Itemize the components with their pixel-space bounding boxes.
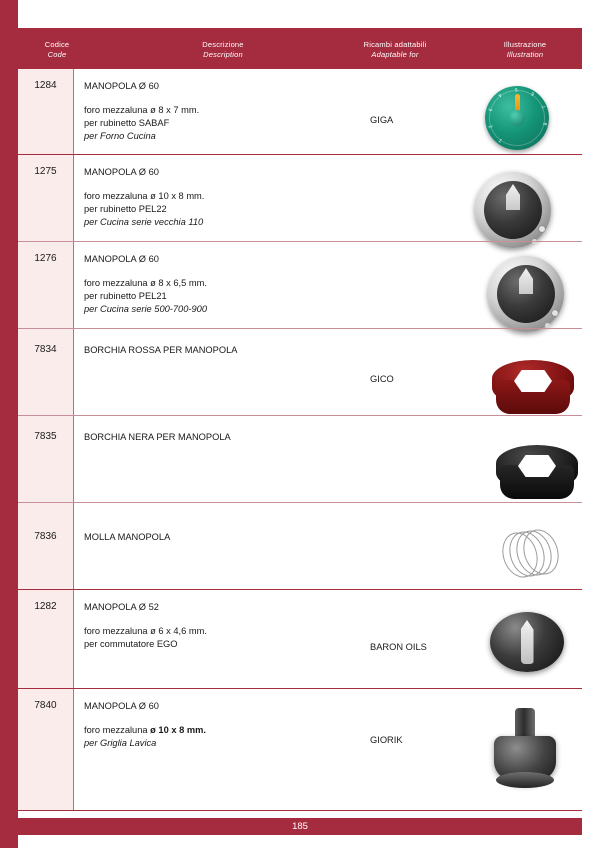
row-detail-line: per commutatore EGO <box>84 639 178 649</box>
row-code: 1275 <box>34 166 57 177</box>
row-title: BORCHIA ROSSA PER MANOPOLA <box>84 345 238 355</box>
row-detail-line: foro mezzaluna ø 8 x 7 mm. <box>84 105 200 115</box>
page-footer <box>18 818 582 835</box>
header-code-en: Code <box>47 50 67 59</box>
row-detail-bold: ø 10 x 8 mm. <box>150 725 206 735</box>
header-desc-it: Descrizione <box>202 40 244 49</box>
header-col-illustration <box>470 40 580 60</box>
illustration-chrome-knob <box>475 172 551 248</box>
illustration-chrome-knob <box>488 256 564 332</box>
row-adaptable <box>370 641 480 654</box>
row-title: MANOPOLA Ø 60 <box>84 81 159 91</box>
illustration-green-knob <box>485 86 549 150</box>
row-description <box>84 344 334 368</box>
illustration-tall-knob <box>494 708 556 790</box>
tick-ring: 1 2 3 4 5 6 7 8 <box>486 85 549 145</box>
row-code: 1282 <box>34 601 57 612</box>
table-row <box>18 415 582 502</box>
row-code: 7840 <box>34 700 57 711</box>
header-adapt-en: Adaptable for <box>371 50 419 59</box>
row-detail-line: per Griglia Lavica <box>84 738 157 748</box>
row-code: 1284 <box>34 80 57 91</box>
row-title: MANOPOLA Ø 60 <box>84 254 159 264</box>
row-detail-line: foro mezzaluna ø 10 x 8 mm. <box>84 191 205 201</box>
left-color-band <box>0 0 18 848</box>
row-code: 7835 <box>34 431 57 442</box>
row-code: 7834 <box>34 344 57 355</box>
illustration-spring <box>503 528 563 584</box>
row-detail-line: per rubinetto PEL22 <box>84 204 167 214</box>
table-header <box>18 28 582 68</box>
row-adaptable-line: BARON <box>370 642 404 652</box>
table-row <box>18 688 582 810</box>
row-detail-text: foro mezzaluna <box>84 725 151 735</box>
table-row <box>18 68 582 154</box>
table-row <box>18 502 582 589</box>
row-description <box>84 431 334 455</box>
row-detail-line: foro mezzaluna ø 6 x 4,6 mm. <box>84 626 207 636</box>
illustration-red-bezel <box>492 360 574 418</box>
table-row <box>18 328 582 415</box>
header-col-code <box>24 40 90 60</box>
row-description <box>84 700 334 750</box>
table-row <box>18 241 582 328</box>
row-title: MANOPOLA Ø 60 <box>84 167 159 177</box>
page-number: 185 <box>292 821 308 832</box>
header-illu-en: Illustration <box>506 50 544 59</box>
row-adaptable: GIGA <box>370 115 394 125</box>
row-description <box>84 531 334 555</box>
table-body <box>18 68 582 810</box>
row-detail-line: foro mezzaluna ø 8 x 6,5 mm. <box>84 278 207 288</box>
row-code: 1276 <box>34 253 57 264</box>
table-row <box>18 589 582 688</box>
row-rule <box>18 810 582 811</box>
row-detail-line: per Cucina serie 500-700-900 <box>84 304 208 314</box>
header-desc-en: Description <box>203 50 243 59</box>
row-title: MOLLA MANOPOLA <box>84 532 171 542</box>
row-adaptable: GIORIK <box>370 735 403 745</box>
row-description <box>84 601 334 651</box>
row-description <box>84 166 334 229</box>
row-detail-line: per rubinetto PEL21 <box>84 291 167 301</box>
header-adapt-it: Ricambi adattabili <box>363 40 427 49</box>
row-title: MANOPOLA Ø 60 <box>84 701 159 711</box>
row-description <box>84 80 334 143</box>
header-code-it: Codice <box>44 40 70 49</box>
row-code: 7836 <box>34 531 57 542</box>
table-row <box>18 154 582 241</box>
row-adaptable: GICO <box>370 374 394 384</box>
header-col-description <box>138 40 308 60</box>
row-title: BORCHIA NERA PER MANOPOLA <box>84 432 231 442</box>
row-description <box>84 253 334 316</box>
illustration-black-bezel <box>496 445 578 503</box>
header-illu-it: Illustrazione <box>503 40 547 49</box>
header-col-adaptable <box>340 40 450 60</box>
row-title: MANOPOLA Ø 52 <box>84 602 159 612</box>
row-detail-line: per Forno Cucina <box>84 131 156 141</box>
row-detail-line: per Cucina serie vecchia 110 <box>84 217 204 227</box>
row-detail-line <box>84 724 334 737</box>
row-adaptable-line: OILS <box>405 642 427 652</box>
illustration-oval-knob <box>490 612 564 678</box>
row-detail-line: per rubinetto SABAF <box>84 118 170 128</box>
